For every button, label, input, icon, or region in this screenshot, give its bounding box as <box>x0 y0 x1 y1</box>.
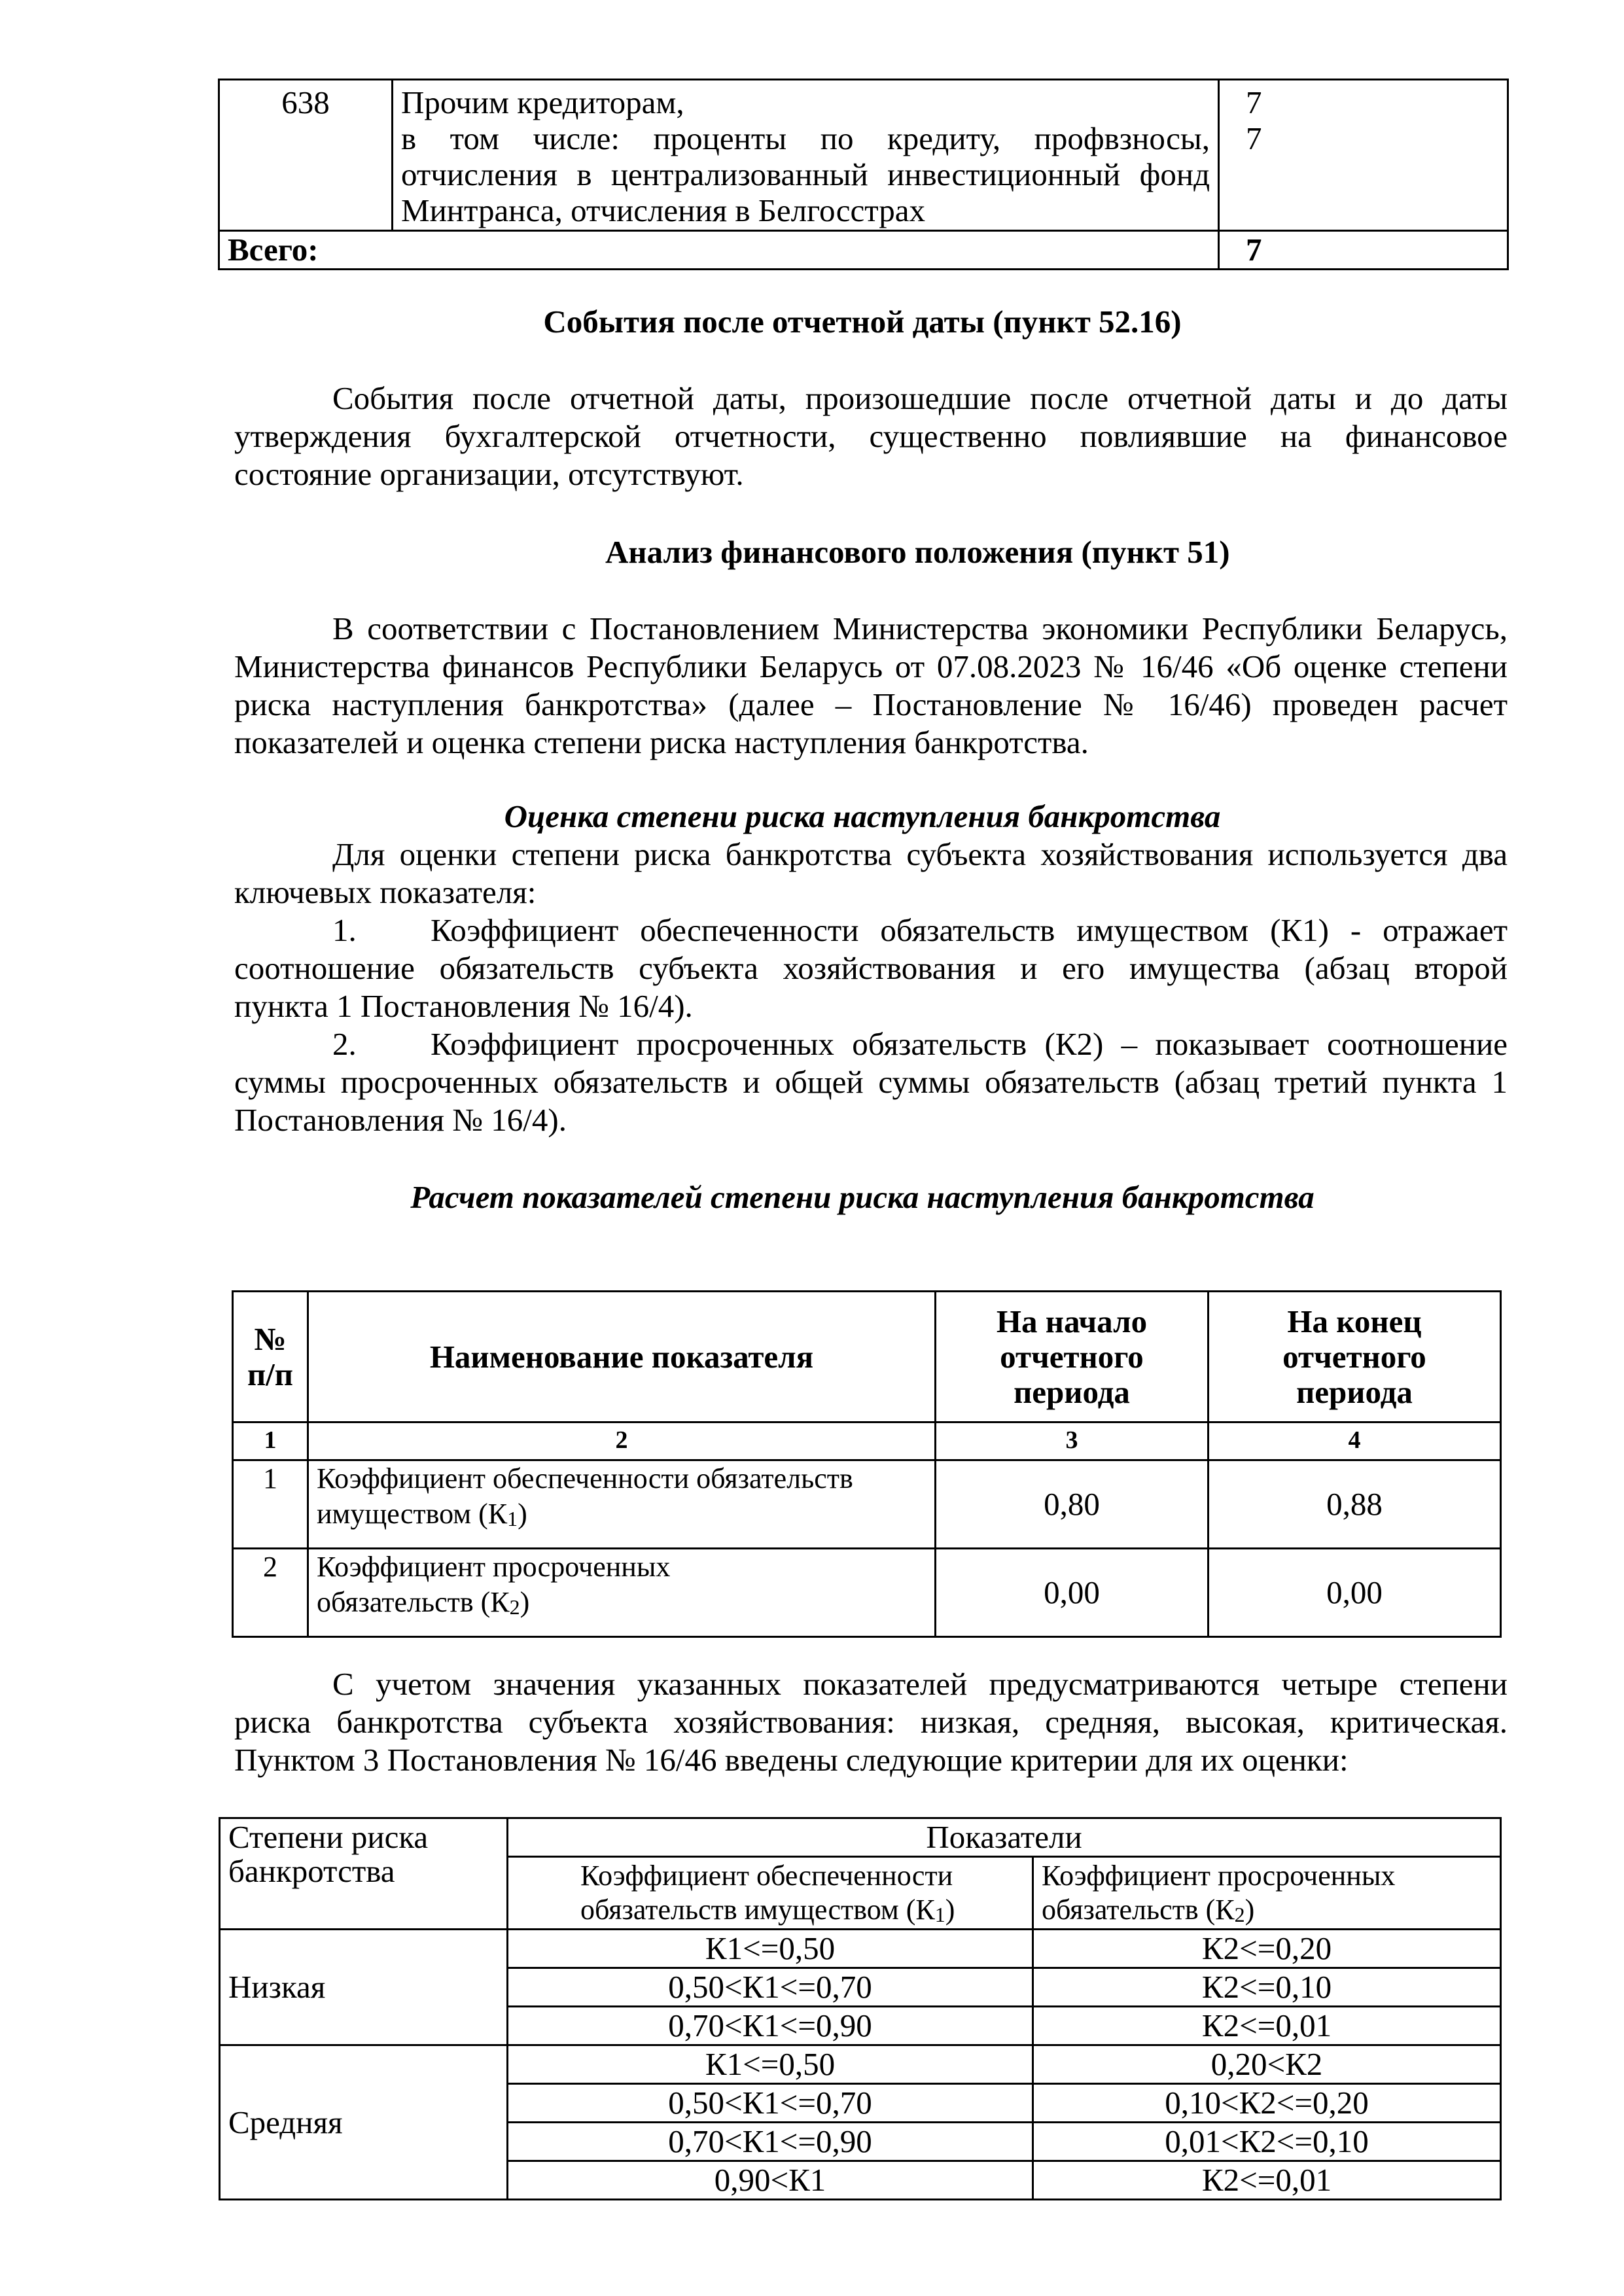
k2-criterion: К2<=0,20 <box>1033 1930 1501 1968</box>
list-text: Коэффициент просроченных обязательств (К2) – показывает соотношение <box>431 1026 1508 1062</box>
table-row <box>220 2045 1501 2084</box>
subscript: 1 <box>507 1507 518 1530</box>
header-indicators: Показатели <box>508 1818 1501 1857</box>
value-start: 0,00 <box>936 1549 1209 1637</box>
description-line: Прочим кредиторам, <box>401 84 684 120</box>
k2-criterion: К2<=0,10 <box>1033 1968 1501 2007</box>
k1-criterion: 0,90<К1 <box>508 2161 1033 2200</box>
paragraph-line: События после отчетной даты, произошедшие после отчетной даты и до даты <box>332 380 1508 416</box>
criteria-table <box>219 1817 1502 2200</box>
paragraph-line: В соответствии с Постановлением Министерства экономики Республики Беларусь, <box>332 610 1508 646</box>
paragraph-line: суммы просроченных обязательств и общей суммы обязательств (абзац третий пункта 1 <box>234 1064 1508 1100</box>
column-number: 4 <box>1209 1422 1501 1460</box>
header-k1: Коэффициент обеспеченности обязательств имуществом $(К_1)$ <box>508 1857 1033 1930</box>
header-row <box>220 1818 1501 1857</box>
paragraph-line: риска банкротства субъекта хозяйствования: низкая, средняя, высокая, критическая. <box>234 1704 1508 1740</box>
indicator-text: Коэффициент просроченных обязательств (К <box>317 1551 671 1618</box>
creditors-table <box>218 79 1509 270</box>
paragraph-line: ключевых показателя: <box>234 874 537 910</box>
risk-level-medium: Средняя <box>220 2045 508 2200</box>
events-paragraph <box>234 380 1508 493</box>
paragraph-line: утверждения бухгалтерской отчетности, существенно повлиявшие на финансовое <box>234 418 1508 454</box>
header-name: Наименование показателя <box>308 1292 936 1422</box>
k2-criterion: К2<=0,01 <box>1033 2161 1501 2200</box>
criteria-paragraph <box>234 1665 1508 1779</box>
header-text: № <box>254 1320 287 1357</box>
column-number: 1 <box>233 1422 308 1460</box>
header-risk-level: Степени риска банкротства <box>220 1818 508 1930</box>
indicator-text: ) <box>518 1498 527 1530</box>
header-text: Коэффициент просроченных обязательств (К <box>1042 1860 1396 1926</box>
paragraph-line: Пунктом 3 Постановления № 16/46 введены следующие критерии для их оценки: <box>234 1742 1349 1778</box>
header-start: На начало отчетного периода <box>936 1292 1209 1422</box>
table-row <box>233 1549 1501 1637</box>
column-number: 3 <box>936 1422 1209 1460</box>
k2-criterion: 0,20<К2 <box>1033 2045 1501 2084</box>
creditor-description <box>393 80 1219 231</box>
header-text: Коэффициент обеспеченности обязательств имуществом (К <box>580 1860 953 1926</box>
table-row <box>220 1930 1501 1968</box>
list-number: 2. <box>332 1026 357 1062</box>
value-start: 0,80 <box>936 1460 1209 1549</box>
value: 7 <box>1246 120 1262 156</box>
k1-criterion: К1<=0,50 <box>508 1930 1033 1968</box>
indicators-heading: Расчет показателей степени риска наступления банкротства <box>410 1179 1315 1215</box>
column-number-row <box>233 1422 1501 1460</box>
list-item-1 <box>234 911 1508 949</box>
table-row <box>233 1460 1501 1549</box>
row-number: 2 <box>233 1549 308 1637</box>
paragraph-line: риска наступления банкротства» (далее – Постановление № 16/46) проведен расчет <box>234 686 1508 722</box>
total-label: Всего: <box>219 231 1219 270</box>
k1-criterion: 0,50<К1<=0,70 <box>508 2084 1033 2123</box>
paragraph-line: пункта 1 Постановления № 16/4). <box>234 988 693 1024</box>
subscript: 2 <box>509 1595 520 1619</box>
risk-level-low: Низкая <box>220 1930 508 2045</box>
indicator-name <box>308 1549 936 1637</box>
k1-criterion: 0,70<К1<=0,90 <box>508 2007 1033 2045</box>
description-line: Минтранса, отчисления в Белгосстрах <box>401 192 925 228</box>
list-text: Коэффициент обеспеченности обязательств имуществом (К1) - отражает <box>431 912 1508 948</box>
k2-criterion: К2<=0,01 <box>1033 2007 1501 2045</box>
header-end: На конец отчетного периода <box>1209 1292 1501 1422</box>
analysis-heading: Анализ финансового положения (пункт 51) <box>605 534 1230 570</box>
header-text: п/п <box>247 1356 294 1392</box>
value: 7 <box>1246 84 1262 120</box>
paragraph-line: Постановления № 16/4). <box>234 1102 567 1138</box>
k1-criterion: К1<=0,50 <box>508 2045 1033 2084</box>
account-code: 638 <box>219 80 393 231</box>
list-item-2 <box>234 1025 1508 1063</box>
indicator-text: Коэффициент обеспеченности обязательств имуществом (К <box>317 1462 853 1530</box>
value-end: 0,00 <box>1209 1549 1501 1637</box>
total-row <box>219 231 1508 270</box>
table-row <box>219 80 1508 231</box>
header-k2: Коэффициент просроченных обязательств $(К_2)$ <box>1033 1857 1501 1930</box>
description-line: в том числе: проценты по кредиту, профвзносы, <box>401 120 1210 156</box>
indicator-text: ) <box>520 1586 530 1618</box>
header-number <box>233 1292 308 1422</box>
paragraph-line: С учетом значения указанных показателей предусматриваются четыре степени <box>332 1666 1508 1702</box>
subscript: 1 <box>934 1903 945 1926</box>
paragraph-line: состояние организации, отсутствуют. <box>234 456 744 492</box>
paragraph-line: Для оценки степени риска банкротства субъекта хозяйствования используется два <box>332 836 1508 872</box>
paragraph-line: соотношение обязательств субъекта хозяйствования и его имущества (абзац второй <box>234 950 1508 986</box>
total-value: 7 <box>1219 231 1508 270</box>
k2-criterion: 0,01<К2<=0,10 <box>1033 2123 1501 2161</box>
row-number: 1 <box>233 1460 308 1549</box>
paragraph-line: Министерства финансов Республики Беларусь от 07.08.2023 № 16/46 «Об оценке степени <box>234 648 1508 684</box>
paragraph-line: показателей и оценка степени риска наступления банкротства. <box>234 724 1089 760</box>
risk-assessment-heading: Оценка степени риска наступления банкротства <box>504 798 1221 834</box>
header-row <box>233 1292 1501 1422</box>
list-number: 1. <box>332 912 357 948</box>
creditor-values <box>1219 80 1508 231</box>
indicators-table <box>232 1290 1502 1638</box>
k1-criterion: 0,70<К1<=0,90 <box>508 2123 1033 2161</box>
subscript: 2 <box>1234 1903 1245 1926</box>
column-number: 2 <box>308 1422 936 1460</box>
indicator-name <box>308 1460 936 1549</box>
k1-criterion: 0,50<К1<=0,70 <box>508 1968 1033 2007</box>
analysis-paragraph <box>234 610 1508 762</box>
events-heading: События после отчетной даты (пункт 52.16) <box>543 304 1182 340</box>
description-line: отчисления в централизованный инвестиционный фонд <box>401 156 1210 192</box>
risk-assessment-text <box>234 836 1508 1139</box>
k2-criterion: 0,10<К2<=0,20 <box>1033 2084 1501 2123</box>
value-end: 0,88 <box>1209 1460 1501 1549</box>
